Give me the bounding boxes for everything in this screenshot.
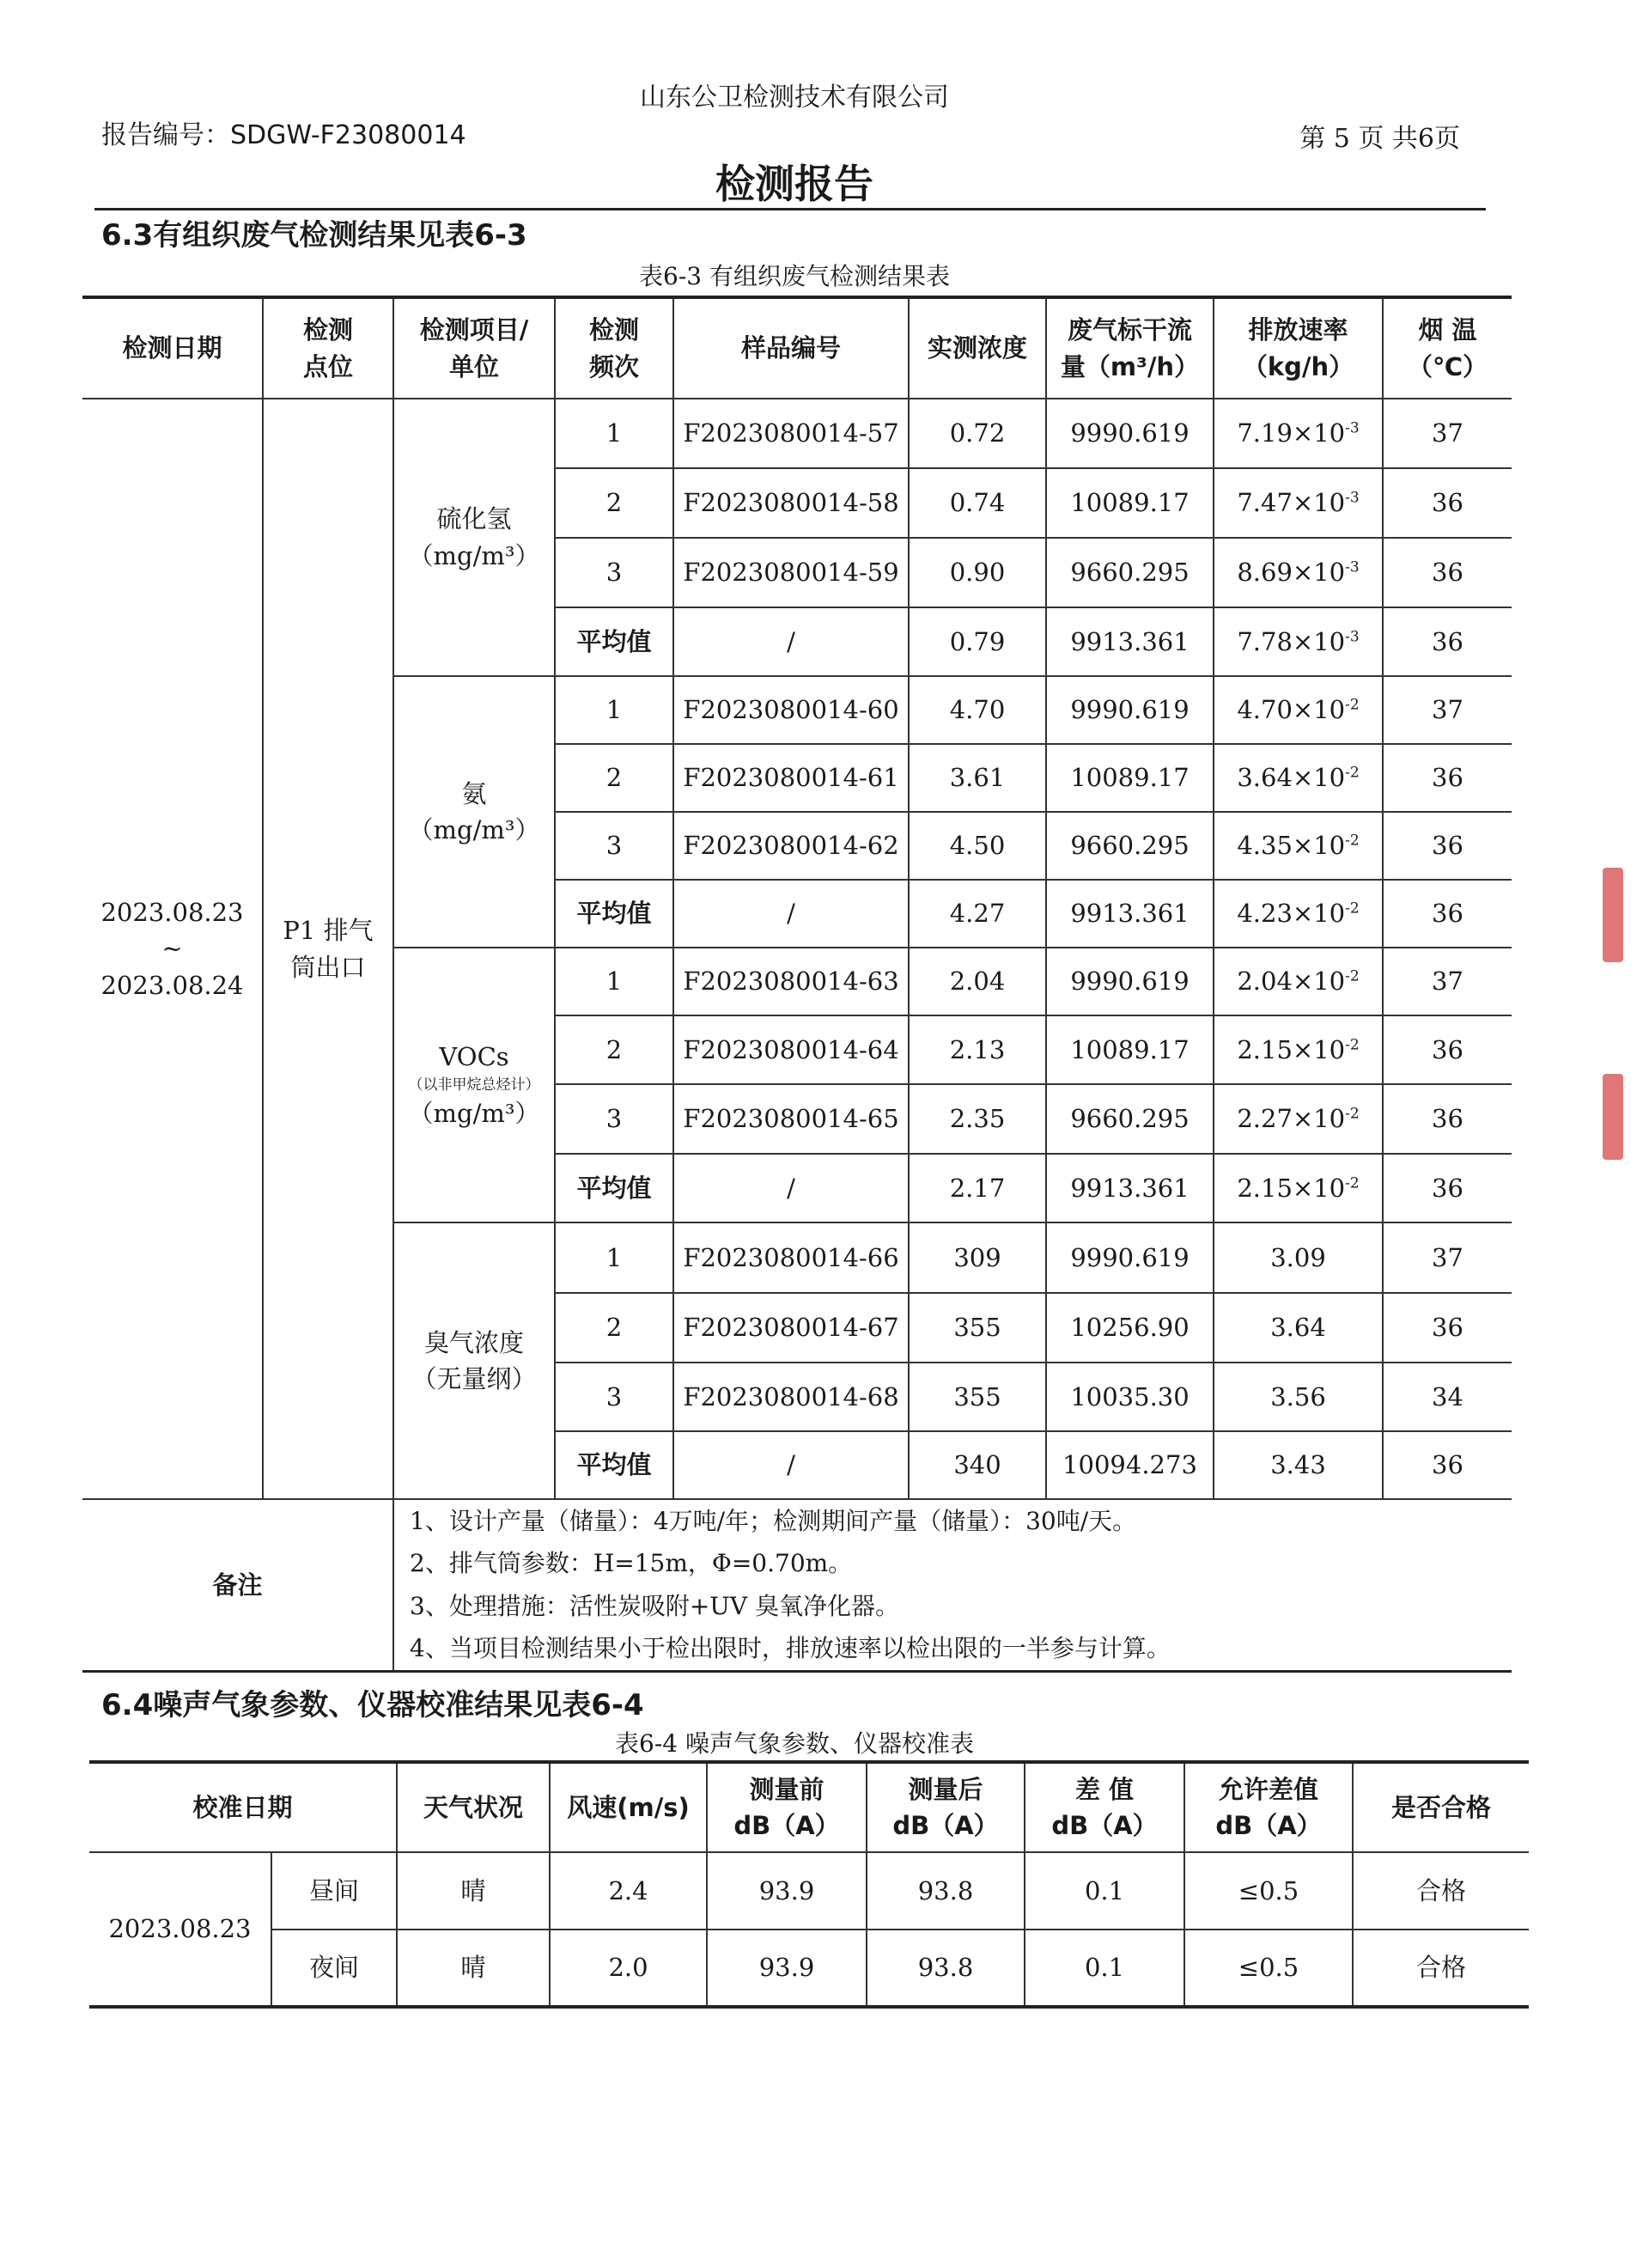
temp-cell: 36 [1383, 1015, 1512, 1084]
freq-cell: 2 [555, 1293, 673, 1363]
rate-cell: $3.64\times 10^{-2}$ [1214, 744, 1383, 812]
after-cell: 93.8 [867, 1852, 1025, 1930]
freq-cell: 3 [555, 538, 673, 607]
col-head-wind: 风速(m/s) [550, 1762, 707, 1852]
flow-cell: 10089.17 [1046, 1015, 1214, 1084]
report-number: 报告编号：SDGW-F23080014 [101, 120, 466, 150]
diff-cell: 0.1 [1025, 1852, 1184, 1930]
flow-cell: 9660.295 [1046, 538, 1214, 607]
conc-cell: 4.50 [909, 812, 1046, 880]
freq-cell: 2 [555, 1015, 673, 1084]
sample-cell: F2023080014-66 [673, 1222, 909, 1293]
table-header-row [82, 297, 1512, 399]
temp-cell: 36 [1383, 1431, 1512, 1499]
col-head-conc: 实测浓度 [909, 297, 1046, 399]
rate-cell: $2.15\times 10^{-2}$ [1214, 1154, 1383, 1222]
flow-cell: 9660.295 [1046, 812, 1214, 880]
page-info: 第 5 页 共6页 [1299, 124, 1460, 154]
freq-cell: 3 [555, 1084, 673, 1154]
wind-cell: 2.0 [550, 1930, 707, 2007]
rate-cell: $4.23\times 10^{-2}$ [1214, 880, 1383, 948]
rate-cell: $7.19\times 10^{-3}$ [1214, 399, 1383, 468]
sample-cell: F2023080014-57 [673, 399, 909, 468]
calib-date-cell: 2023.08.23 [89, 1852, 271, 2007]
remark-2: 2、排气筒参数：H=15m，Φ=0.70m。 [410, 1549, 853, 1578]
item-odor-cell: 臭气浓度 （无量纲） [393, 1222, 555, 1499]
sample-cell: F2023080014-58 [673, 468, 909, 538]
col-head-sample: 样品编号 [673, 297, 909, 399]
col-head-after: 测量后 dB（A） [867, 1762, 1025, 1852]
col-head-diff: 差 值 dB（A） [1025, 1762, 1184, 1852]
sample-cell: F2023080014-65 [673, 1084, 909, 1154]
exhaust-gas-results-table [82, 296, 1512, 1673]
temp-cell: 36 [1383, 607, 1512, 676]
flow-cell: 9990.619 [1046, 399, 1214, 468]
flow-cell: 10256.90 [1046, 1293, 1214, 1363]
sample-cell: F2023080014-67 [673, 1293, 909, 1363]
conc-cell: 0.74 [909, 468, 1046, 538]
allow-cell: ≤0.5 [1184, 1930, 1353, 2007]
temp-cell: 36 [1383, 1154, 1512, 1222]
item-h2s-cell: 硫化氢 （mg/m³） [393, 399, 555, 676]
period-cell: 夜间 [271, 1930, 397, 2007]
sample-cell: F2023080014-60 [673, 676, 909, 744]
table-header-row [89, 1762, 1529, 1852]
company-name: 山东公卫检测技术有限公司 [640, 82, 949, 113]
conc-cell: 355 [909, 1293, 1046, 1363]
flow-cell: 9913.361 [1046, 1154, 1214, 1222]
temp-cell: 36 [1383, 812, 1512, 880]
conc-cell: 340 [909, 1431, 1046, 1499]
before-cell: 93.9 [707, 1930, 867, 2007]
rate-cell: $8.69\times 10^{-3}$ [1214, 538, 1383, 607]
conc-cell: 2.35 [909, 1084, 1046, 1154]
seal-fragment-bottom [1603, 1074, 1623, 1160]
col-head-point: 检测 点位 [263, 297, 393, 399]
col-head-freq: 检测 频次 [555, 297, 673, 399]
temp-cell: 36 [1383, 744, 1512, 812]
flow-cell: 9913.361 [1046, 880, 1214, 948]
remark-1: 1、设计产量（储量）：4万吨/年；检测期间产量（储量）：30吨/天。 [393, 1499, 1512, 1542]
col-head-calib-date: 校准日期 [89, 1762, 397, 1852]
conc-cell: 0.79 [909, 607, 1046, 676]
temp-cell: 34 [1383, 1363, 1512, 1431]
header-rule [94, 208, 1486, 210]
pass-cell: 合格 [1353, 1930, 1529, 2007]
freq-cell: 平均值 [555, 880, 673, 948]
seal-fragment-top [1603, 868, 1623, 962]
conc-cell: 355 [909, 1363, 1046, 1431]
freq-cell: 2 [555, 468, 673, 538]
conc-cell: 2.13 [909, 1015, 1046, 1084]
rate-cell: $4.35\times 10^{-2}$ [1214, 812, 1383, 880]
report-title: 检测报告 [715, 161, 873, 207]
conc-cell: 4.27 [909, 880, 1046, 948]
freq-cell: 平均值 [555, 1154, 673, 1222]
after-cell: 93.8 [867, 1930, 1025, 2007]
temp-cell: 36 [1383, 538, 1512, 607]
flow-cell: 9990.619 [1046, 676, 1214, 744]
freq-cell: 1 [555, 1222, 673, 1293]
sample-cell: / [673, 607, 909, 676]
flow-cell: 10094.273 [1046, 1431, 1214, 1499]
conc-cell: 2.04 [909, 948, 1046, 1015]
detection-date-cell: 2023.08.23 ~ 2023.08.24 [82, 399, 263, 1499]
col-head-pass: 是否合格 [1353, 1762, 1529, 1852]
freq-cell: 平均值 [555, 607, 673, 676]
flow-cell: 9913.361 [1046, 607, 1214, 676]
temp-cell: 36 [1383, 1084, 1512, 1154]
conc-cell: 0.90 [909, 538, 1046, 607]
col-head-temp: 烟 温 （℃） [1383, 297, 1512, 399]
pass-cell: 合格 [1353, 1852, 1529, 1930]
conc-cell: 0.72 [909, 399, 1046, 468]
item-vocs-cell: VOCs （以非甲烷总烃计） （mg/m³） [393, 948, 555, 1222]
temp-cell: 36 [1383, 880, 1512, 948]
sample-cell: F2023080014-64 [673, 1015, 909, 1084]
freq-cell: 平均值 [555, 1431, 673, 1499]
rate-cell: 3.43 [1214, 1431, 1383, 1499]
col-head-weather: 天气状况 [397, 1762, 550, 1852]
diff-cell: 0.1 [1025, 1930, 1184, 2007]
conc-cell: 2.17 [909, 1154, 1046, 1222]
sample-cell: F2023080014-63 [673, 948, 909, 1015]
detection-point-cell: P1 排气 筒出口 [263, 399, 393, 1499]
rate-cell: $2.27\times 10^{-2}$ [1214, 1084, 1383, 1154]
temp-cell: 37 [1383, 676, 1512, 744]
freq-cell: 2 [555, 744, 673, 812]
rate-cell: $2.15\times 10^{-2}$ [1214, 1015, 1383, 1084]
temp-cell: 36 [1383, 1293, 1512, 1363]
period-cell: 昼间 [271, 1852, 397, 1930]
table-row [89, 1930, 1529, 2007]
flow-cell: 10089.17 [1046, 468, 1214, 538]
col-head-item: 检测项目/ 单位 [393, 297, 555, 399]
rate-cell: 3.09 [1214, 1222, 1383, 1293]
weather-cell: 晴 [397, 1930, 550, 2007]
col-head-date: 检测日期 [82, 297, 263, 399]
remarks-row [82, 1499, 1512, 1542]
flow-cell: 10089.17 [1046, 744, 1214, 812]
freq-cell: 1 [555, 948, 673, 1015]
flow-cell: 9660.295 [1046, 1084, 1214, 1154]
conc-cell: 309 [909, 1222, 1046, 1293]
rate-cell: $7.78\times 10^{-3}$ [1214, 607, 1383, 676]
flow-cell: 10035.30 [1046, 1363, 1214, 1431]
allow-cell: ≤0.5 [1184, 1852, 1353, 1930]
sample-cell: / [673, 1154, 909, 1222]
temp-cell: 37 [1383, 948, 1512, 1015]
item-nh3-cell: 氨 （mg/m³） [393, 676, 555, 948]
temp-cell: 37 [1383, 399, 1512, 468]
section-6-3-heading: 6.3有组织废气检测结果见表6-3 [101, 218, 527, 253]
weather-cell: 晴 [397, 1852, 550, 1930]
freq-cell: 1 [555, 399, 673, 468]
col-head-rate: 排放速率 （kg/h） [1214, 297, 1383, 399]
before-cell: 93.9 [707, 1852, 867, 1930]
temp-cell: 37 [1383, 1222, 1512, 1293]
flow-cell: 9990.619 [1046, 1222, 1214, 1293]
sample-cell: F2023080014-61 [673, 744, 909, 812]
wind-cell: 2.4 [550, 1852, 707, 1930]
col-head-flow: 废气标干流 量（m³/h） [1046, 297, 1214, 399]
table-row [82, 399, 1512, 468]
section-6-4-heading: 6.4噪声气象参数、仪器校准结果见表6-4 [101, 1688, 644, 1722]
rate-cell: 3.64 [1214, 1293, 1383, 1363]
col-head-allow: 允许差值 dB（A） [1184, 1762, 1353, 1852]
rate-cell: $2.04\times 10^{-2}$ [1214, 948, 1383, 1015]
table-6-4-caption: 表6-4 噪声气象参数、仪器校准表 [615, 1729, 974, 1758]
temp-cell: 36 [1383, 468, 1512, 538]
remark-3: 3、处理措施：活性炭吸附+UV 臭氧净化器。 [410, 1592, 899, 1621]
sample-cell: / [673, 880, 909, 948]
freq-cell: 3 [555, 812, 673, 880]
freq-cell: 1 [555, 676, 673, 744]
rate-cell: $4.70\times 10^{-2}$ [1214, 676, 1383, 744]
freq-cell: 3 [555, 1363, 673, 1431]
col-head-before: 测量前 dB（A） [707, 1762, 867, 1852]
rate-cell: $7.47\times 10^{-3}$ [1214, 468, 1383, 538]
rate-cell: 3.56 [1214, 1363, 1383, 1431]
sample-cell: F2023080014-68 [673, 1363, 909, 1431]
conc-cell: 4.70 [909, 676, 1046, 744]
sample-cell: F2023080014-59 [673, 538, 909, 607]
flow-cell: 9990.619 [1046, 948, 1214, 1015]
noise-calibration-table [89, 1760, 1529, 2009]
sample-cell: F2023080014-62 [673, 812, 909, 880]
remarks-label: 备注 [82, 1499, 393, 1671]
conc-cell: 3.61 [909, 744, 1046, 812]
table-6-3-caption: 表6-3 有组织废气检测结果表 [639, 262, 950, 290]
remark-4: 4、当项目检测结果小于检出限时，排放速率以检出限的一半参与计算。 [393, 1628, 1512, 1671]
sample-cell: / [673, 1431, 909, 1499]
table-row [89, 1852, 1529, 1930]
